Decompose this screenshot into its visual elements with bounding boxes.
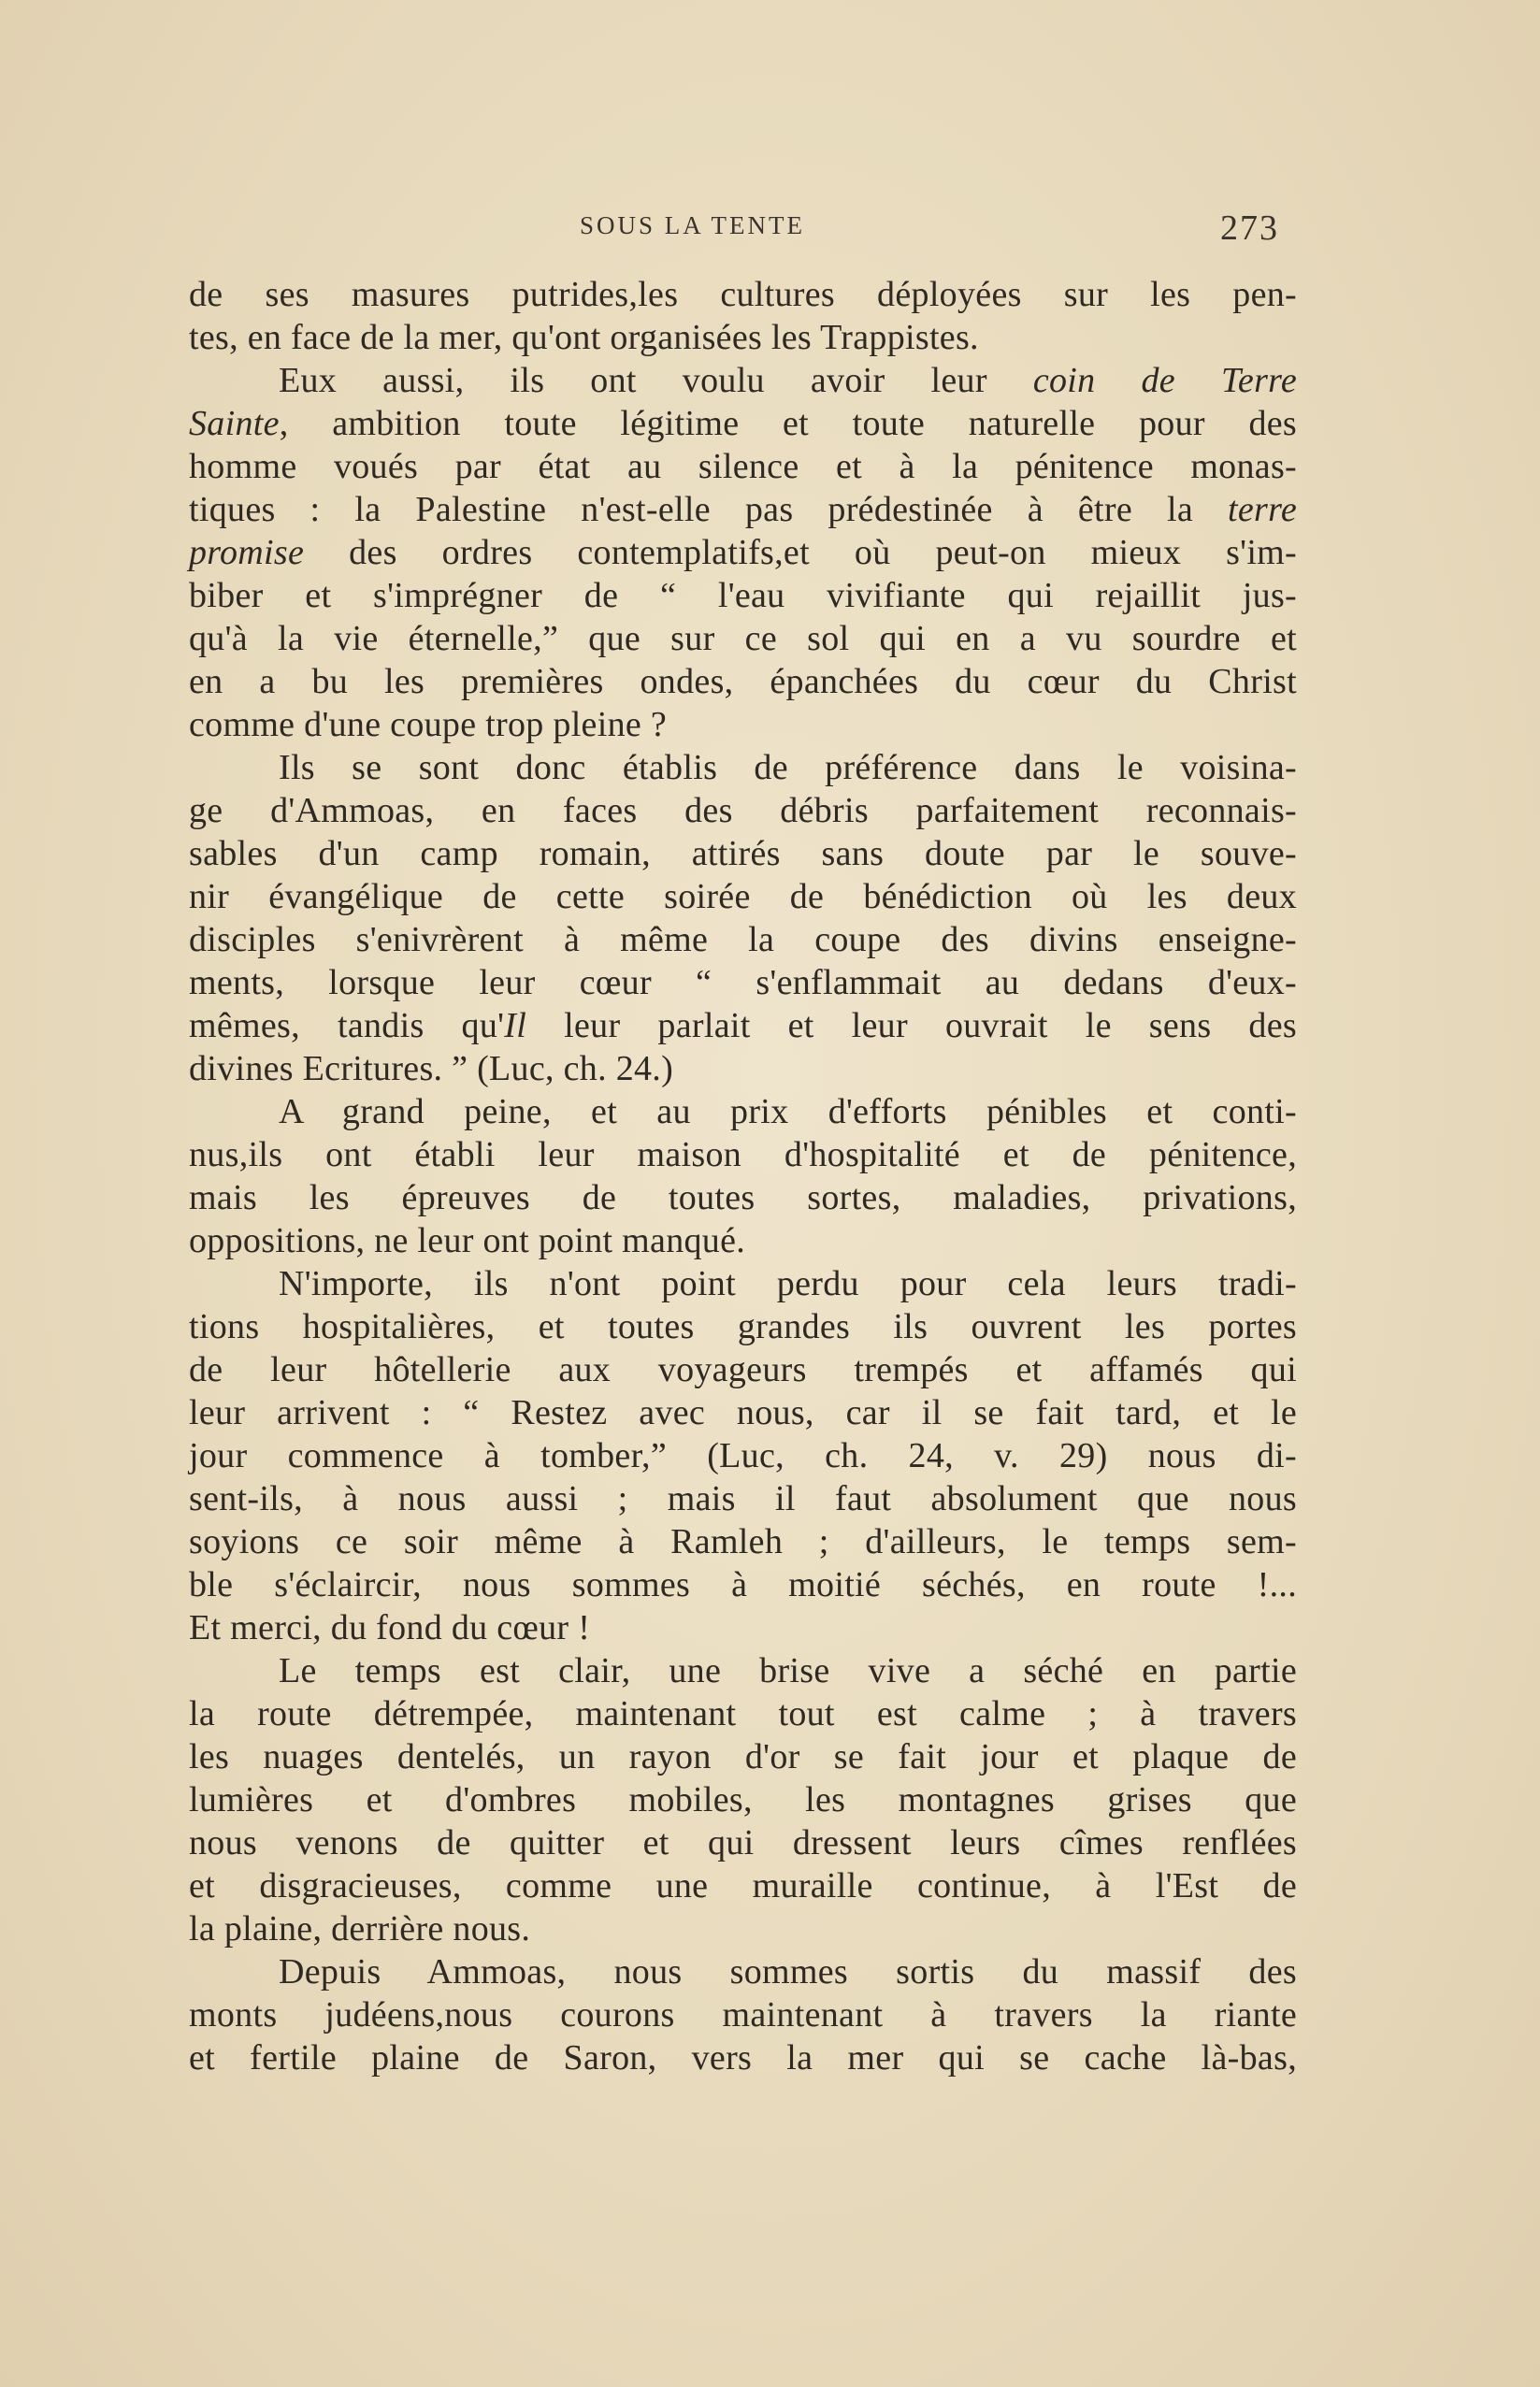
text-line: monts judéens,nous courons maintenant à travers la riante xyxy=(189,1995,1297,2035)
text-line: biber et s'imprégner de “ l'eau vivifiante qui rejaillit jus- xyxy=(189,576,1297,615)
italic-phrase: promise xyxy=(189,533,305,572)
italic-phrase: coin de Terre xyxy=(1032,361,1298,400)
text-line: Et merci, du fond du cœur ! xyxy=(189,1608,591,1647)
italic-phrase: Sainte xyxy=(189,404,280,443)
text-line: sent-ils, à nous aussi ; mais il faut absolument que nous xyxy=(189,1479,1297,1518)
text-line: nir évangélique de cette soirée de bénédiction où les deux xyxy=(189,877,1297,916)
text-line: nous venons de quitter et qui dressent leurs cîmes renflées xyxy=(189,1823,1297,1862)
text-line: qu'à la vie éternelle,” que sur ce sol qui en a vu sourdre et xyxy=(189,619,1297,658)
text-line: N'importe, ils n'ont point perdu pour cela leurs tradi- xyxy=(279,1264,1297,1303)
text-line: oppositions, ne leur ont point manqué. xyxy=(189,1221,746,1260)
italic-phrase: Il xyxy=(504,1006,527,1045)
text-line: ge d'Ammoas, en faces des débris parfaitement reconnais- xyxy=(189,791,1297,830)
text-line: tiques : la Palestine n'est-elle pas prédestinée à être la terre xyxy=(189,490,1297,529)
text-line: soyions ce soir même à Ramleh ; d'ailleurs, le temps sem- xyxy=(189,1522,1297,1561)
text-line: la route détrempée, maintenant tout est calme ; à travers xyxy=(189,1694,1297,1733)
text-line: lumières et d'ombres mobiles, les montagnes grises que xyxy=(189,1780,1297,1819)
text-line: de ses masures putrides,les cultures déployées sur les pen- xyxy=(189,275,1297,314)
text-line: ble s'éclaircir, nous sommes à moitié séchés, en route !... xyxy=(189,1565,1297,1604)
text-line: promise des ordres contemplatifs,et où peut-on mieux s'im- xyxy=(189,533,1297,572)
text-line: et fertile plaine de Saron, vers la mer qui se cache là-bas, xyxy=(189,2038,1297,2078)
text-line: et disgracieuses, comme une muraille continue, à l'Est de xyxy=(189,1866,1297,1905)
text-line: comme d'une coupe trop pleine ? xyxy=(189,705,668,744)
text-line: mêmes, tandis qu'Il leur parlait et leur ouvrait le sens des xyxy=(189,1006,1297,1045)
text-line: Le temps est clair, une brise vive a séché en partie xyxy=(279,1651,1297,1690)
text-line: tions hospitalières, et toutes grandes ils ouvrent les portes xyxy=(189,1307,1297,1346)
text-line: Eux aussi, ils ont voulu avoir leur coin de Terre xyxy=(279,361,1298,400)
text-line: sables d'un camp romain, attirés sans doute par le souve- xyxy=(189,834,1297,873)
running-head xyxy=(0,211,1540,258)
running-title: SOUS LA TENTE xyxy=(580,211,806,239)
text-line: Depuis Ammoas, nous sommes sortis du massif des xyxy=(279,1952,1297,1992)
text-line: mais les épreuves de toutes sortes, maladies, privations, xyxy=(189,1178,1297,1217)
text-line: nus,ils ont établi leur maison d'hospitalité et de pénitence, xyxy=(189,1135,1297,1174)
text-line: de leur hôtellerie aux voyageurs trempés et affamés qui xyxy=(189,1350,1297,1389)
italic-phrase: terre xyxy=(1228,490,1297,529)
text-line: A grand peine, et au prix d'efforts pénibles et conti- xyxy=(279,1092,1297,1131)
text-line: tes, en face de la mer, qu'ont organisées les Trappistes. xyxy=(189,318,979,357)
text-line: ments, lorsque leur cœur “ s'enflammait au dedans d'eux- xyxy=(189,963,1297,1002)
text-line: divines Ecritures. ” (Luc, ch. 24.) xyxy=(189,1049,674,1088)
text-line: disciples s'enivrèrent à même la coupe des divins enseigne- xyxy=(189,920,1297,959)
body-text xyxy=(189,273,1297,2079)
text-line: la plaine, derrière nous. xyxy=(189,1909,531,1948)
text-line: homme voués par état au silence et à la pénitence monas- xyxy=(189,447,1297,486)
page-number: 273 xyxy=(1220,209,1279,248)
text-line: les nuages dentelés, un rayon d'or se fait jour et plaque de xyxy=(189,1737,1297,1776)
text-line: Ils se sont donc établis de préférence dans le voisina- xyxy=(279,748,1297,787)
text-line: en a bu les premières ondes, épanchées du cœur du Christ xyxy=(189,662,1297,701)
text-line: Sainte, ambition toute légitime et toute naturelle pour des xyxy=(189,404,1297,443)
text-line: leur arrivent : “ Restez avec nous, car il se fait tard, et le xyxy=(189,1393,1297,1432)
text-line: jour commence à tomber,” (Luc, ch. 24, v. 29) nous di- xyxy=(189,1436,1297,1475)
